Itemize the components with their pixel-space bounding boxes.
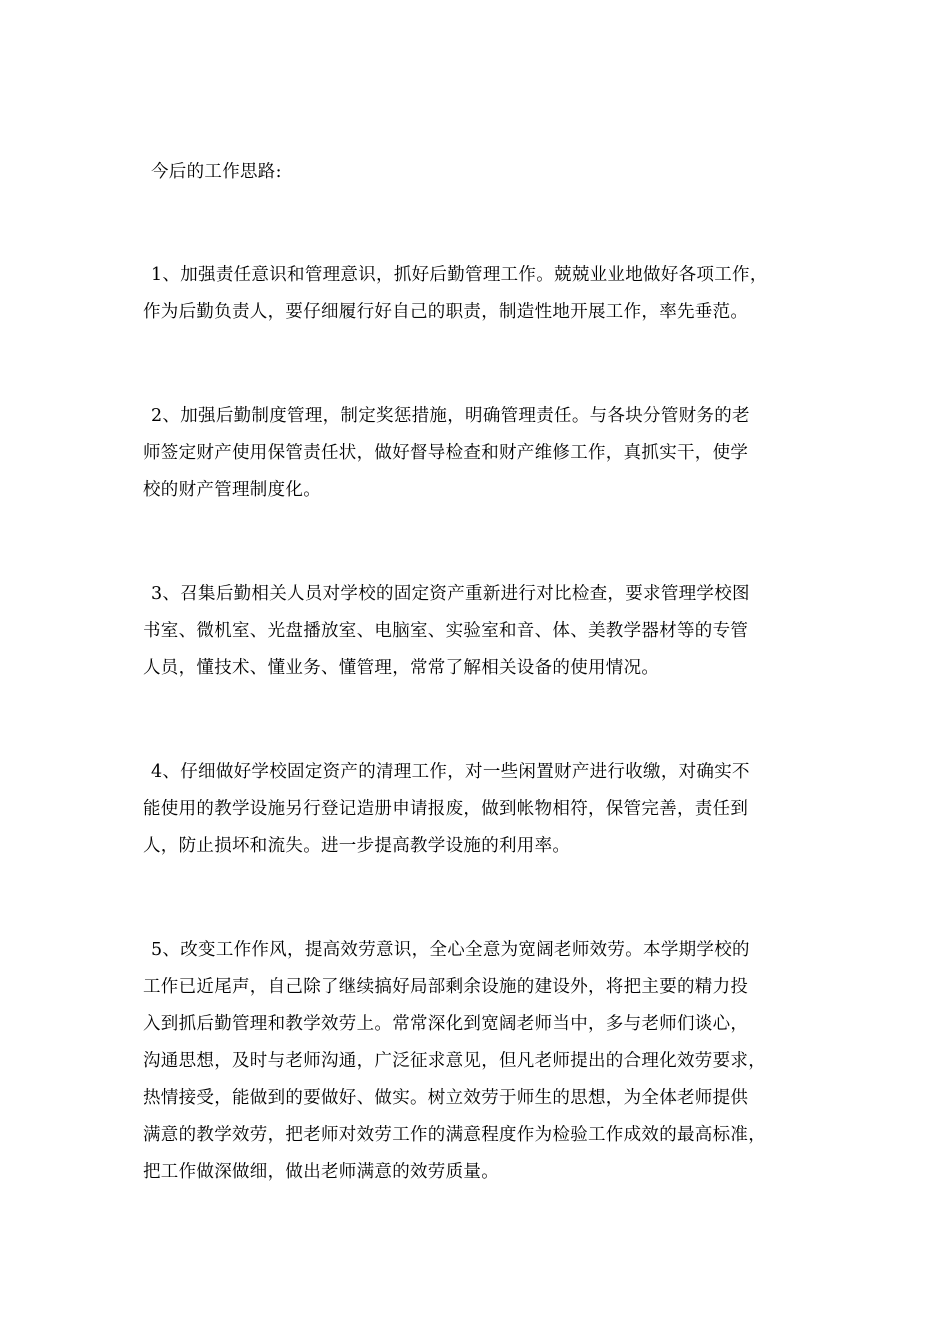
paragraph-4-line-2: 能使用的教学设施另行登记造册申请报废，做到帐物相符，保管完善，责任到 [143, 799, 749, 819]
paragraph-5-line-2: 工作已近尾声，自己除了继续搞好局部剩余设施的建设外，将把主要的精力投 [143, 977, 749, 997]
paragraph-3-line-2: 书室、微机室、光盘播放室、电脑室、实验室和音、体、美教学器材等的专管 [143, 621, 749, 641]
paragraph-5-line-1: 5、改变工作作风，提高效劳意识，全心全意为宽阔老师效劳。本学期学校的 [151, 940, 750, 960]
paragraph-2-line-3: 校的财产管理制度化。 [143, 480, 321, 500]
paragraph-2-line-2: 师签定财产使用保管责任状，做好督导检查和财产维修工作，真抓实干，使学 [143, 443, 749, 463]
paragraph-5-line-4: 沟通思想，及时与老师沟通，广泛征求意见，但凡老师提出的合理化效劳要求， [143, 1051, 766, 1071]
paragraph-3-line-3: 人员，懂技术、懂业务、懂管理，常常了解相关设备的使用情况。 [143, 658, 660, 678]
paragraph-4-line-3: 人，防止损坏和流失。进一步提高教学设施的利用率。 [143, 836, 571, 856]
paragraph-4-line-1: 4、仔细做好学校固定资产的清理工作，对一些闲置财产进行收缴，对确实不 [151, 762, 750, 782]
paragraph-5-line-3: 入到抓后勤管理和教学效劳上。常常深化到宽阔老师当中，多与老师们谈心， [143, 1014, 749, 1034]
paragraph-1-line-1: 1、加强责任意识和管理意识，抓好后勤管理工作。兢兢业业地做好各项工作， [151, 265, 768, 285]
section-heading: 今后的工作思路: [151, 162, 282, 182]
paragraph-5-line-7: 把工作做深做细，做出老师满意的效劳质量。 [143, 1162, 499, 1182]
paragraph-3-line-1: 3、召集后勤相关人员对学校的固定资产重新进行对比检查，要求管理学校图 [151, 584, 750, 604]
paragraph-2-line-1: 2、加强后勤制度管理，制定奖惩措施，明确管理责任。与各块分管财务的老 [151, 406, 750, 426]
paragraph-1-line-2: 作为后勤负责人，要仔细履行好自己的职责，制造性地开展工作，率先垂范。 [143, 302, 749, 322]
paragraph-5-line-6: 满意的教学效劳，把老师对效劳工作的满意程度作为检验工作成效的最高标准， [143, 1125, 766, 1145]
paragraph-5-line-5: 热情接受，能做到的要做好、做实。树立效劳于师生的思想，为全体老师提供 [143, 1088, 749, 1108]
